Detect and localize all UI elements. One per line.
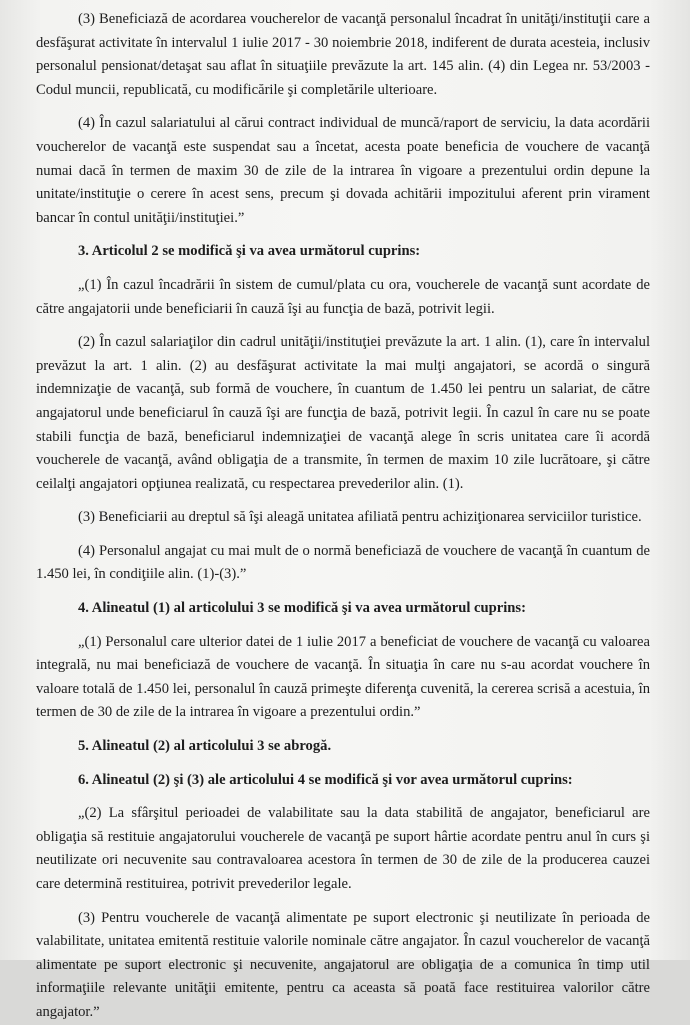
paragraph-art4-alin3: (3) Pentru voucherele de vacanţă alimentate pe suport electronic şi neutilizate în perioada de valabilitate, unitatea emitentă restituie valorile nominale către angajator. În cazul voucherelor de vacanţă alimentate pe suport electronic şi necuvenite, angajatorul are obligaţia de a comunica în timp util informaţiile relevante unităţii emitente, pentru ca aceasta să poată face restituirea valorilor către angajator.” — [36, 909, 650, 1020]
amendment-heading-4: 4. Alineatul (1) al articolului 3 se modifică şi va avea următorul cuprins: — [78, 600, 526, 617]
paragraph-art2-alin1: „(1) În cazul încadrării în sistem de cumul/plata cu ora, voucherele de vacanţă sunt acordate de către angajatorii unde beneficiarii în cauză îşi au funcţia de bază, potrivit legii. — [36, 276, 650, 317]
paragraph-art3-alin1: „(1) Personalul care ulterior datei de 1 iulie 2017 a beneficiat de vouchere de vacanţă cu valoarea integrală, nu mai beneficiază de vouchere de vacanţă. În situaţia în care nu s-au acordat vouchere în valoare totală de 1.450 lei, personalul în cauză primeşte diferenţa cuvenită, la cererea scrisă a acestuia, în termen de 30 de zile de la intrarea în vigoare a prezentului ordin.” — [36, 633, 650, 721]
paragraph-art1-alin4: (4) În cazul salariatului al cărui contract individual de muncă/raport de serviciu, la data acordării voucherelor de vacanţă este suspendat sau a încetat, acesta poate beneficia de vouchere de vacanţă numai dacă în termen de maxim 30 de zile de la intrarea în vigoare a prezentului ordin depune la unitate/instituţie o cerere în acest sens, precum şi dovada achitării impozitului aferent prin virament bancar în contul unităţii/instituţiei.” — [36, 115, 650, 226]
amendment-heading-3: 3. Articolul 2 se modifică şi va avea următorul cuprins: — [78, 243, 421, 260]
amendment-heading-5: 5. Alineatul (2) al articolului 3 se abrogă. — [78, 738, 332, 755]
paragraph-art2-alin2: (2) În cazul salariaţilor din cadrul unităţii/instituţiei prevăzute la art. 1 alin. (1), care în intervalul prevăzut la art. 1 alin. (2) au desfăşurat activitate la mai mulţi angajatori, se acordă o singură indemnizaţie de vacanţă, sub formă de vouchere, în cuantum de 1.450 lei pentru un salariat, de către angajatorul unde beneficiarul în cauză îşi are funcţia de bază, potrivit legii. În cazul în care nu se poate stabili funcţia de bază, beneficiarul indemnizaţiei de vacanţă alege în scris unitatea care îi acordă voucherele de vacanţă, având obligaţia de a transmite, în termen de maxim 10 zile lucrătoare, şi către ceilalţi angajatori opţiunea realizată, cu respectarea prevederilor alin. (1). — [36, 334, 650, 492]
paragraph-art2-alin3: (3) Beneficiarii au dreptul să îşi aleagă unitatea afiliată pentru achiziţionarea serviciilor turistice. — [78, 509, 642, 526]
amendment-heading-6: 6. Alineatul (2) şi (3) ale articolului 4 se modifică şi vor avea următorul cuprins: — [78, 771, 573, 788]
paragraph-art4-alin2: „(2) La sfârşitul perioadei de valabilitate sau la data stabilită de angajator, beneficiarul are obligaţia să restituie angajatorului voucherele de vacanţă pe suport hârtie acordate pentru anul în curs şi neutilizate ori necuvenite sau contravaloarea acestora în termen de 30 de zile de la producerea cauzei care determină restituirea, potrivit prevederilor legale. — [36, 805, 650, 892]
paragraph-art1-alin3: (3) Beneficiază de acordarea voucherelor de vacanţă personalul încadrat în unităţi/instituţii care a desfăşurat activitate în intervalul 1 iulie 2017 - 30 noiembrie 2018, indiferent de durata acesteia, inclusiv personalul pensionat/detaşat sau aflat în situaţiile prevăzute la art. 145 alin. (4) din Legea nr. 53/2003 - Codul muncii, republicată, cu modificările şi completările ulterioare. — [36, 11, 650, 98]
paragraph-art2-alin4: (4) Personalul angajat cu mai mult de o normă beneficiază de vouchere de vacanţă în cuantum de 1.450 lei, în condiţiile alin. (1)-(3).” — [36, 542, 650, 583]
